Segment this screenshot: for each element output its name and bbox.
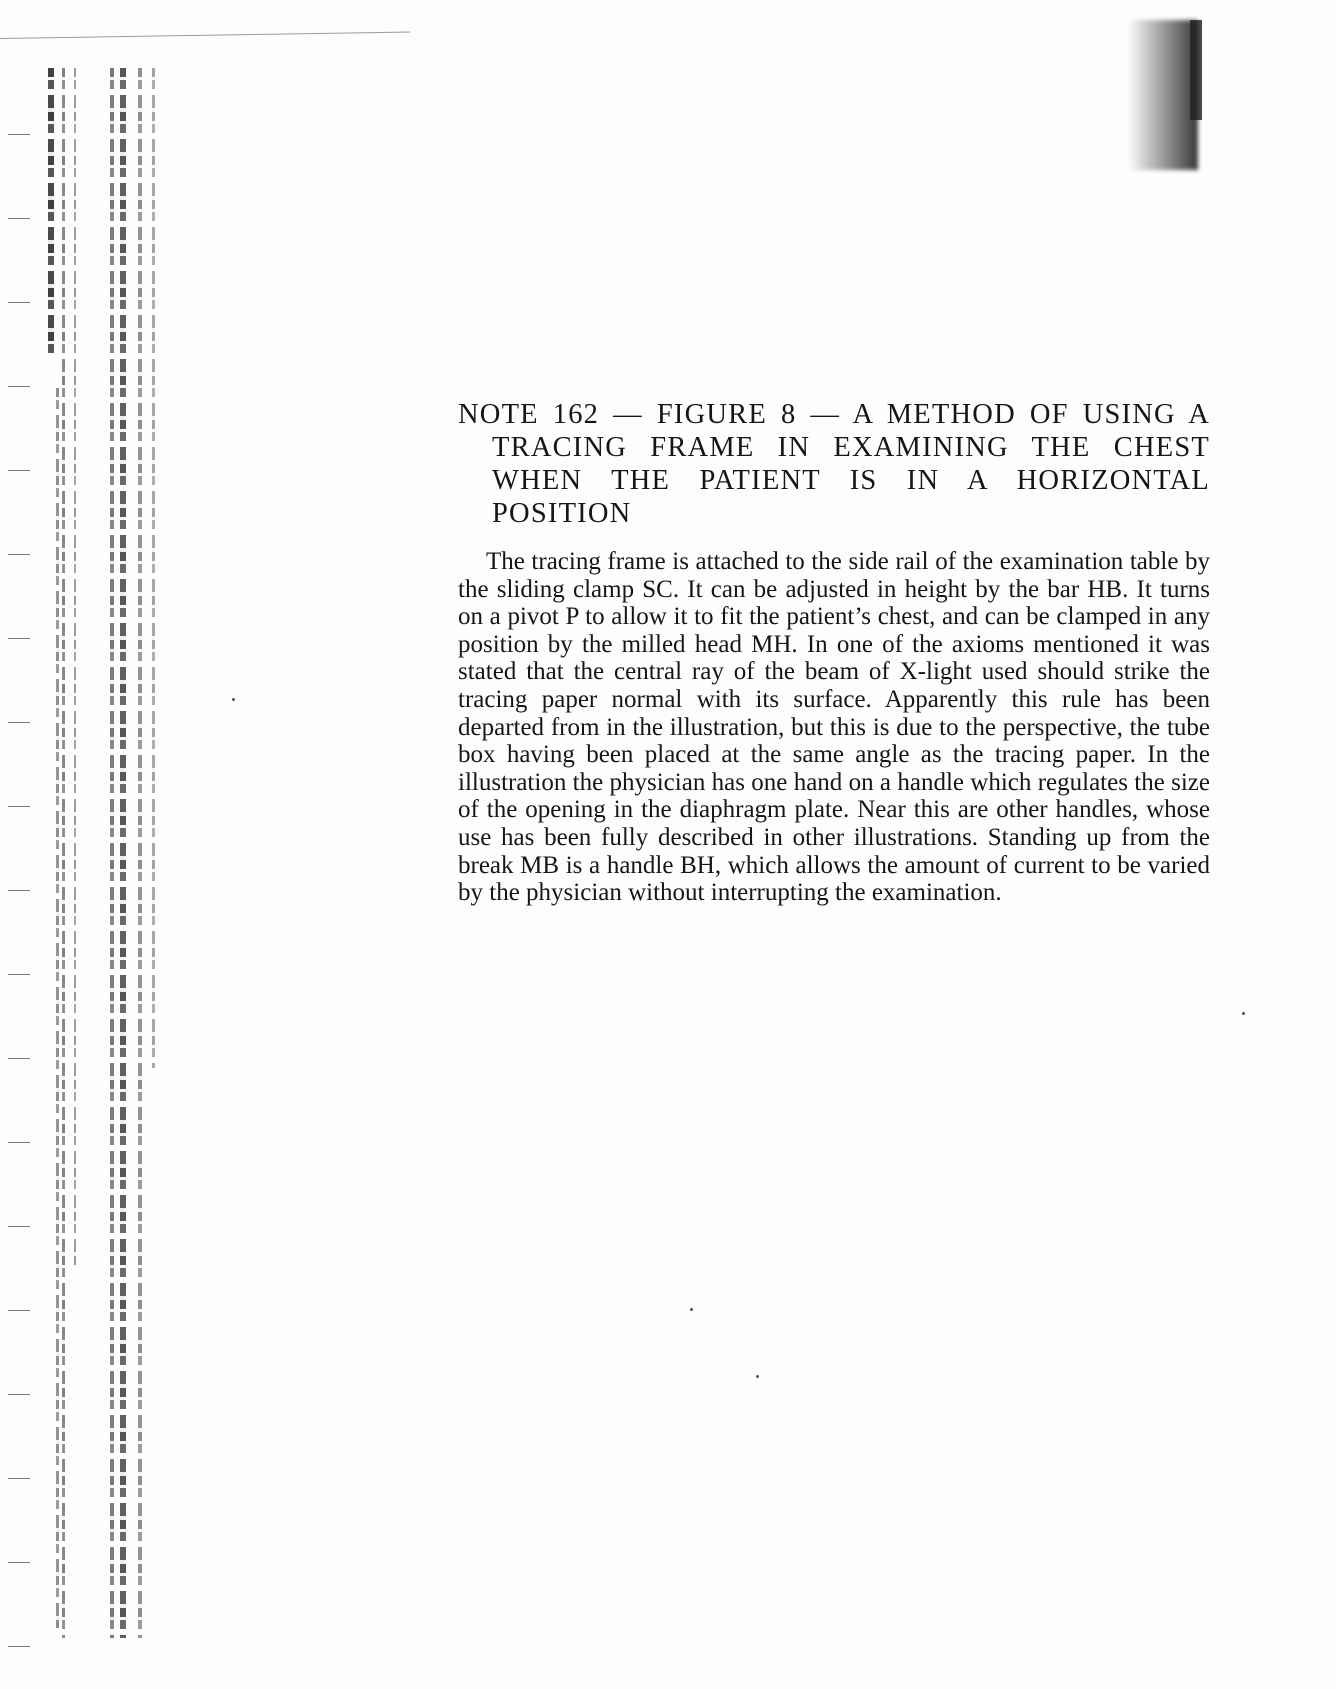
margin-tick <box>8 1394 30 1395</box>
margin-tick <box>8 554 30 555</box>
binding-strip <box>48 68 54 358</box>
margin-tick <box>8 1058 30 1059</box>
scan-speck <box>690 1308 693 1311</box>
margin-tick <box>8 1310 30 1311</box>
margin-tick <box>8 974 30 975</box>
margin-tick <box>8 722 30 723</box>
margin-tick <box>8 890 30 891</box>
scan-speck <box>756 1375 759 1378</box>
margin-tick <box>8 1226 30 1227</box>
note-body-paragraph: The tracing frame is attached to the side rail of the examination table by the sliding clamp SC. It can be adjusted in height by the bar HB. It turns on a pivot P to allow it to fit the patient’s chest, and can be clamped in any position by the milled head MH. In one of the axioms mentioned it was stated that the central ray of the beam of X-light used should strike the tracing paper normal with its surface. Apparently this rule has been departed from in the illustration, but this is due to the perspective, the tube box having been placed at the same angle as the tracing paper. In the illustration the physician has one hand on a handle which regulates the size of the opening in the diaphragm plate. Near this are other handles, whose use has been fully described in other illustrations. Standing up from the break MB is a handle BH, which allows the amount of current to be varied by the physician without interrupting the examination. <box>458 548 1210 907</box>
margin-tick <box>8 638 30 639</box>
margin-tick <box>8 218 30 219</box>
margin-tick <box>8 134 30 135</box>
margin-tick <box>8 386 30 387</box>
binding-strip <box>56 388 59 1628</box>
margin-tick <box>8 1646 30 1647</box>
note-block <box>458 398 1210 907</box>
margin-tick <box>8 470 30 471</box>
page-top-edge <box>0 32 410 39</box>
binding-strip <box>120 68 126 1638</box>
scan-speck <box>1242 1012 1245 1015</box>
margin-tick <box>8 806 30 807</box>
binding-strip <box>74 68 76 1268</box>
binding-strip <box>138 68 142 1638</box>
binding-strip <box>152 68 155 1068</box>
binding-strip <box>110 68 114 1638</box>
margin-tick <box>8 302 30 303</box>
binding-strip <box>62 68 65 1638</box>
corner-scan-shadow <box>1128 20 1198 170</box>
corner-scan-shadow <box>1190 20 1202 120</box>
note-heading: NOTE 162 — FIGURE 8 — A METHOD OF USING A TRACING FRAME IN EXAMINING THE CHEST WHEN THE PATIENT IS IN A HORIZONTAL POSITION <box>458 399 1210 529</box>
binding-edge-artifact <box>48 68 166 1638</box>
margin-tick <box>8 1142 30 1143</box>
margin-tick <box>8 1478 30 1479</box>
scan-speck <box>232 698 235 701</box>
margin-tick <box>8 1562 30 1563</box>
